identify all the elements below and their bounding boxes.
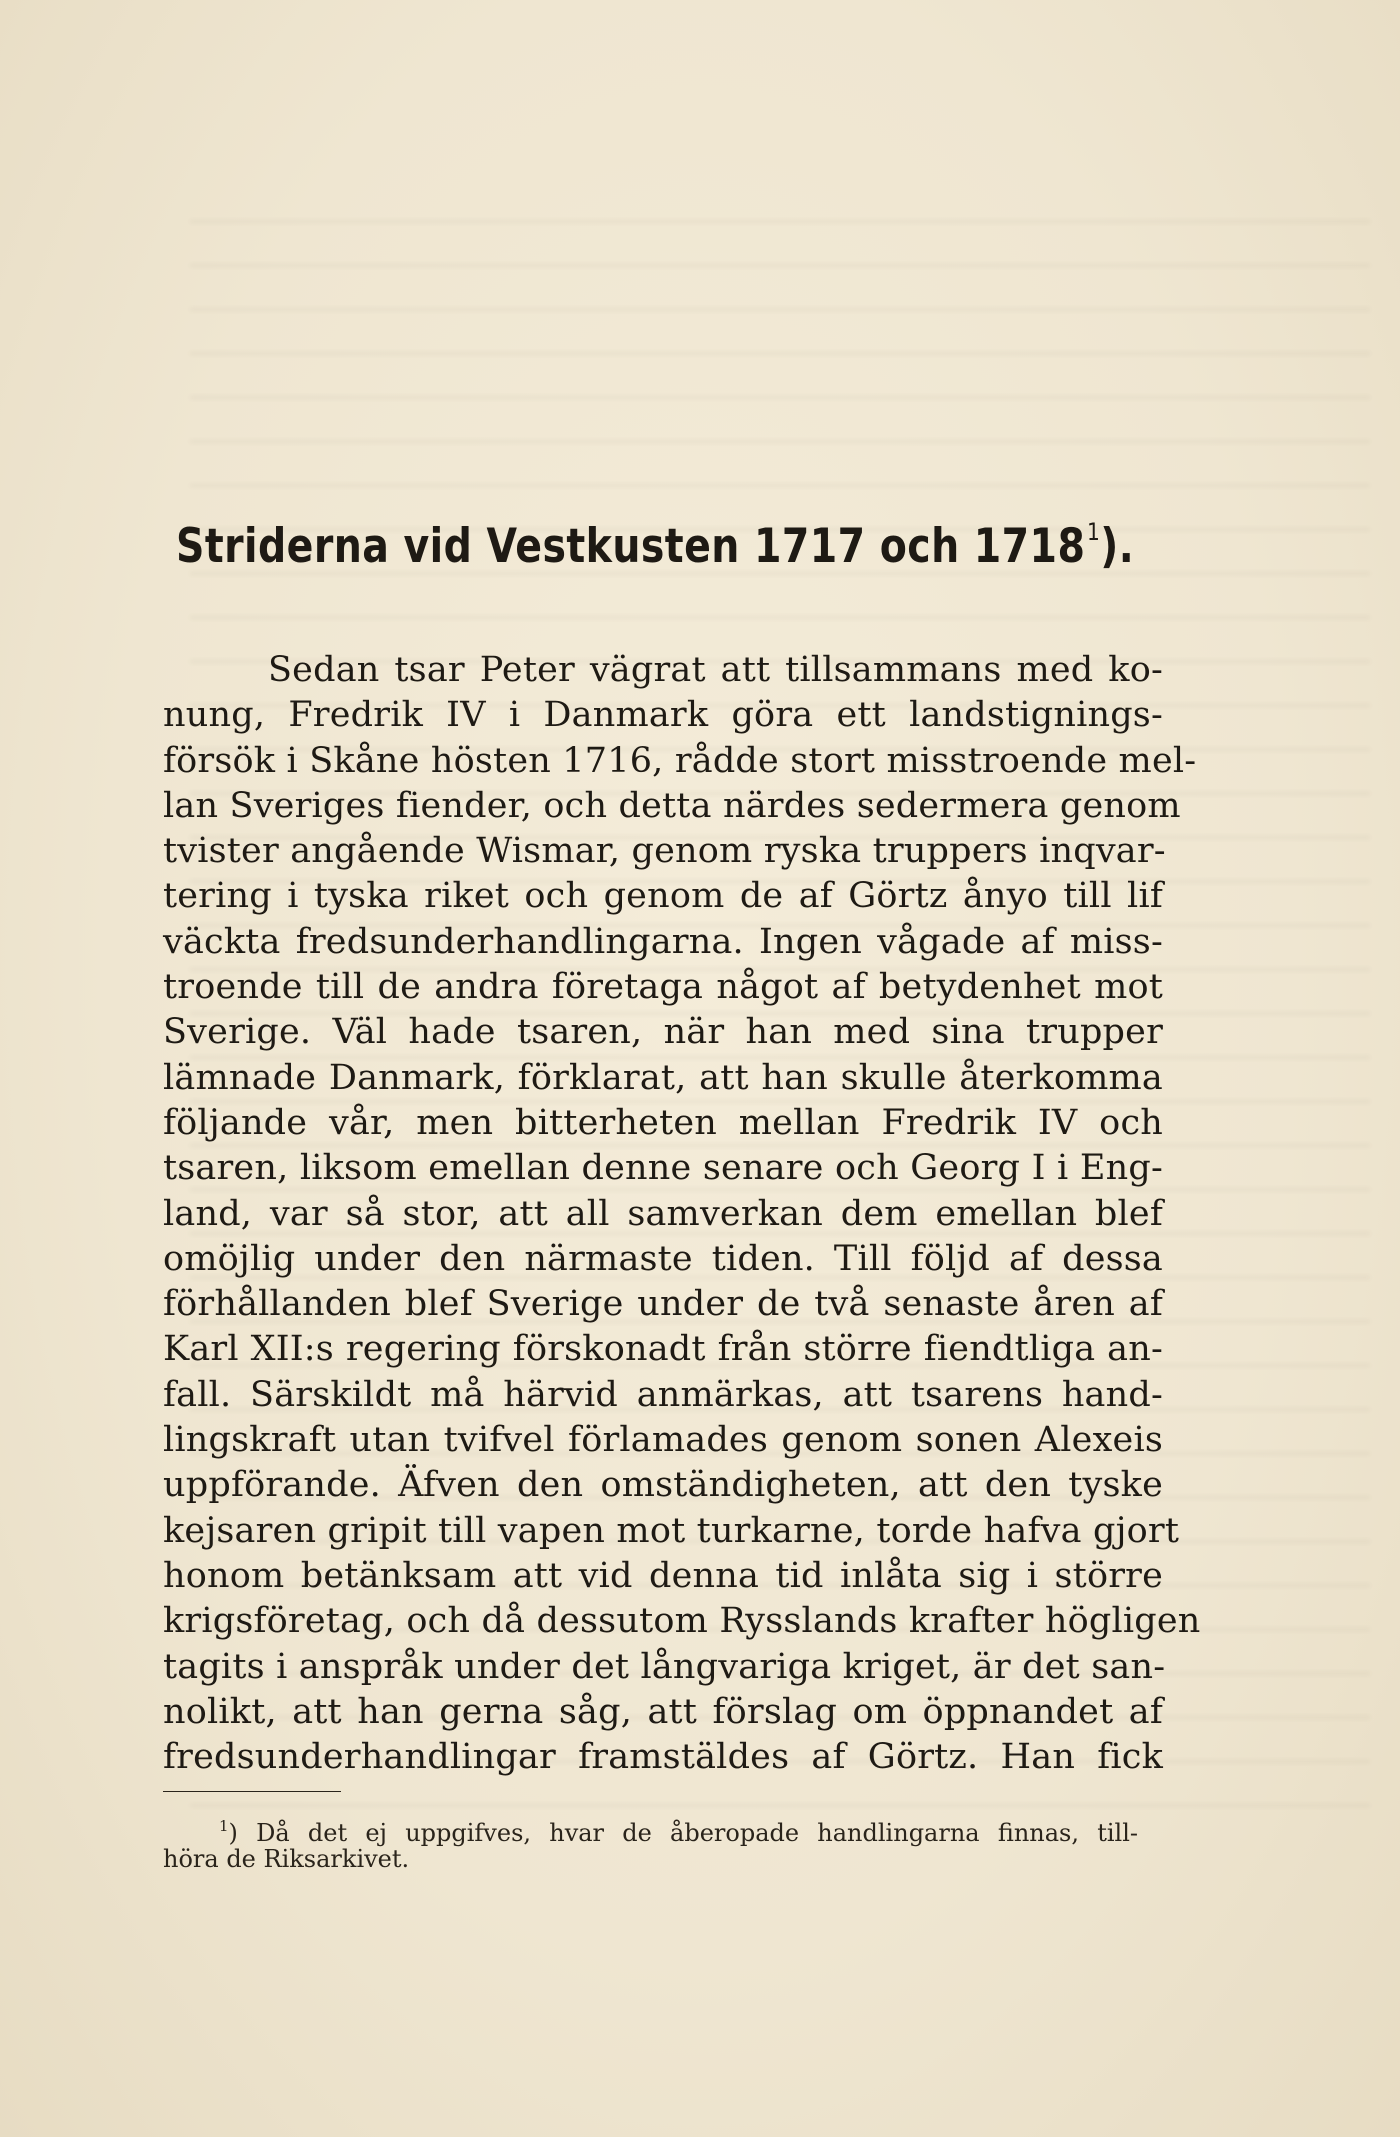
text-line: tsaren, liksom emellan denne senare och Georg I i Eng- — [163, 1148, 1163, 1189]
text-line: tvister angående Wismar, genom ryska truppers inqvar- — [163, 831, 1166, 872]
text-line: krigsföretag, och då dessutom Rysslands krafter högligen — [163, 1601, 1201, 1642]
text-line: land, var så stor, att all samverkan dem emellan blef — [163, 1193, 1163, 1234]
text-line: troende till de andra företaga något af betydenhet mot — [163, 967, 1163, 1008]
text-line: lingskraft utan tvifvel förlamades genom sonen Alexeis — [163, 1420, 1163, 1461]
text-line: lan Sveriges fiender, och detta närdes sedermera genom — [163, 785, 1181, 826]
text-line: kejsaren gripit till vapen mot turkarne, torde hafva gjort — [163, 1510, 1180, 1551]
chapter-title-text: Striderna vid Vestkusten 1717 och 1718 — [176, 519, 1086, 574]
body-paragraph — [163, 648, 1201, 1780]
text-line: lämnade Danmark, förklarat, att han skulle återkomma — [163, 1057, 1163, 1098]
text-line: Karl XII:s regering förskonadt från större fiendtliga an- — [163, 1329, 1163, 1370]
chapter-title-close: ) — [1100, 519, 1119, 574]
text-line: uppförande. Äfven den omständigheten, att den tyske — [163, 1465, 1163, 1506]
text-line: förhållanden blef Sverige under de två senaste åren af — [163, 1284, 1163, 1325]
text-line: tering i tyska riket och genom de af Görtz ånyo till lif — [163, 876, 1163, 917]
text-line: följande vår, men bitterheten mellan Fredrik IV och — [163, 1102, 1163, 1143]
footnote-mark: 1 — [219, 1817, 229, 1835]
chapter-title — [176, 518, 1135, 574]
footnote-line — [163, 1810, 1138, 1847]
text-line: Sedan tsar Peter vägrat att tillsammans med ko- — [268, 650, 1163, 690]
text-line: fredsunderhandlingar framstäldes af Görtz. Han fick — [163, 1737, 1163, 1778]
text-line: väckta fredsunderhandlingarna. Ingen vågade af miss- — [163, 921, 1163, 962]
text-line: Sverige. Väl hade tsaren, när han med sina trupper — [163, 1012, 1163, 1053]
chapter-title-period: . — [1118, 519, 1135, 574]
text-line: tagits i anspråk under det långvariga kriget, är det san- — [163, 1646, 1166, 1687]
footnote-line: höra de Riksarkivet. — [163, 1845, 410, 1873]
text-line: nung, Fredrik IV i Danmark göra ett landstignings- — [163, 695, 1163, 736]
text-line: honom betänksam att vid denna tid inlåta sig i större — [163, 1555, 1163, 1596]
footnote-text-1: ) Då det ej uppgifves, hvar de åberopade handlingarna finnas, till- — [228, 1819, 1138, 1847]
footnote-divider — [163, 1791, 341, 1792]
footnote — [163, 1810, 1138, 1876]
text-line: nolikt, att han gerna såg, att förslag om öppnandet af — [163, 1691, 1163, 1732]
text-line: omöjlig under den närmaste tiden. Till följd af dessa — [163, 1238, 1163, 1279]
footnote-reference: 1 — [1087, 518, 1101, 546]
text-line: försök i Skåne hösten 1716, rådde stort misstroende mel- — [163, 740, 1197, 781]
text-line: fall. Särskildt må härvid anmärkas, att tsarens hand- — [163, 1374, 1163, 1415]
